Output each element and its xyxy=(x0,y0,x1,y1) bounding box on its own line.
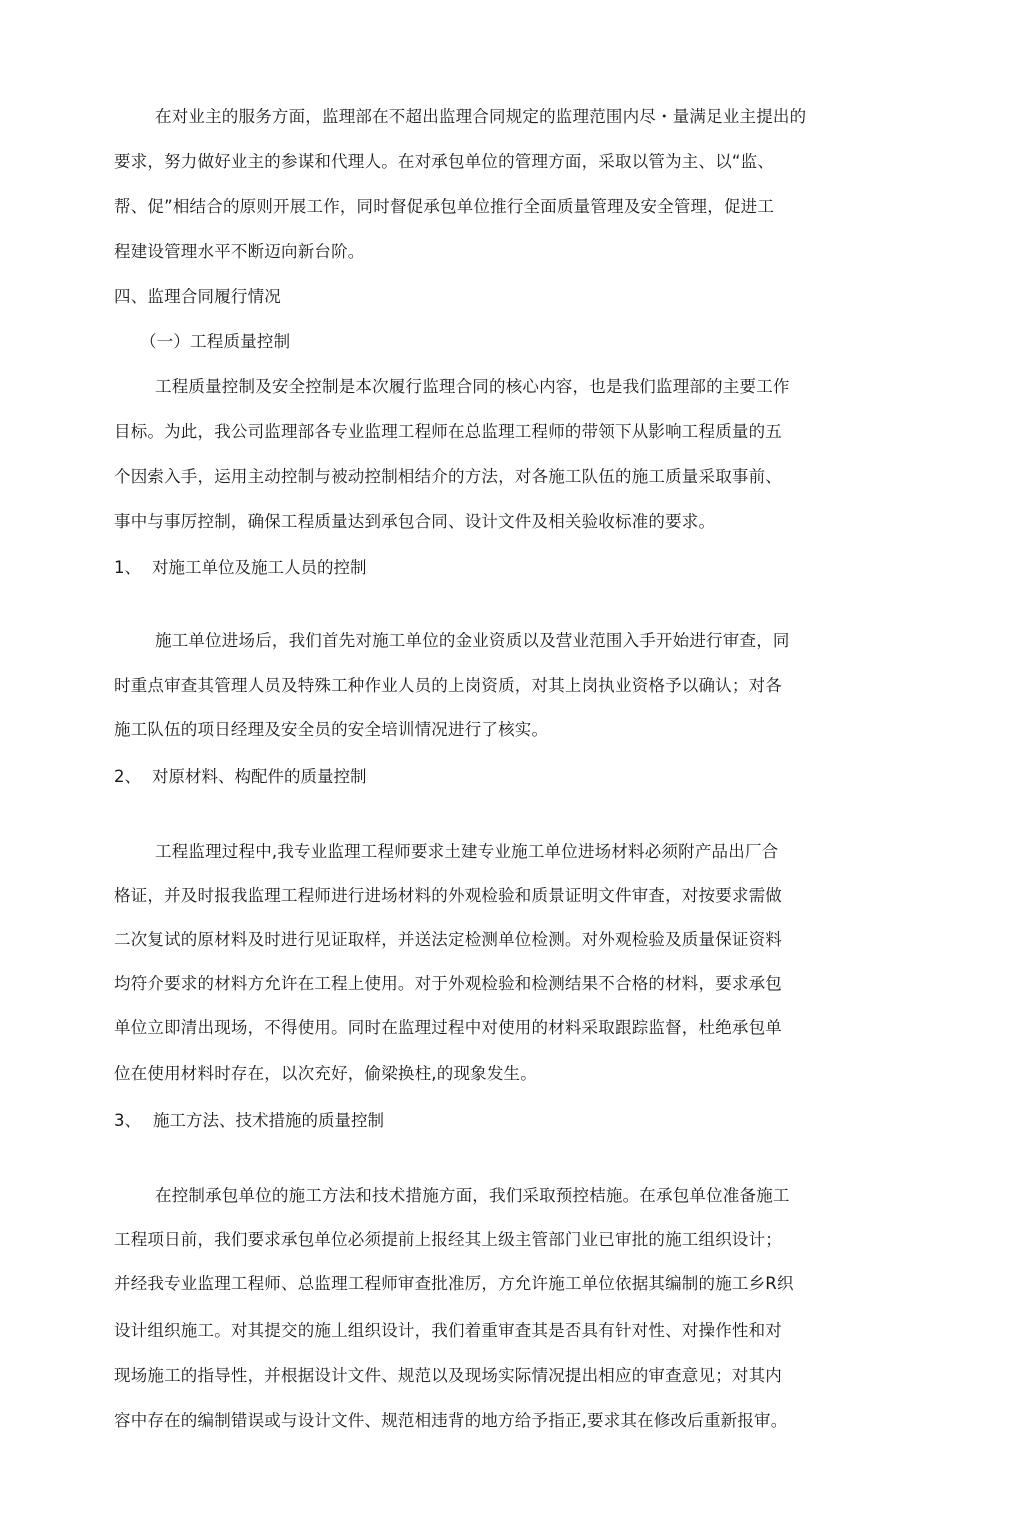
item-title: 对施工单位及施工人员的控制 xyxy=(152,558,367,577)
paragraph-line: 设计组织施工。对其提交的施丄组织设计，我们着重审査其是否具有针对性、对操作性和对 xyxy=(114,1321,782,1340)
paragraph-line: 个因索入手，运用主动控制与被动控制相结介的方法，对各施工队伍的施工质量采取事前、 xyxy=(114,467,782,486)
item-title: 施工方法、技术措施的质量控制 xyxy=(153,1111,384,1130)
paragraph-line: 在控制承包单位的施工方法和技术措施方面，我们采取预控桔施。在承包单位准备施工 xyxy=(155,1186,790,1205)
paragraph-line: 二次复试的原材料及时进行见证取样，并送法定检测单位检测。对外观检验及质量保证资料 xyxy=(114,930,782,949)
paragraph-line: 时重点审查其管理人员及特殊工种作业人员的上岗资质，对其上岗执业资格予以确认；对各 xyxy=(114,676,782,695)
section-heading: 四、监理合同履行情况 xyxy=(114,287,281,306)
paragraph-line: 事中与事厉控制，确保工程质量达到承包合同、设计文件及相关验收标准的要求。 xyxy=(114,512,716,531)
item-title: 对原材料、构配件的质量控制 xyxy=(152,767,367,786)
item-number: 2、 xyxy=(114,767,141,786)
paragraph-line: 格证，并及时报我监理工程师进行进场材料的外观检验和质景证明文件审査，对按要求需做 xyxy=(114,886,782,905)
paragraph-line: 工程监理过程中,我专业监理工程师要求土建专业施工单位进场材料必须附产品出厂合 xyxy=(155,842,779,861)
paragraph-line: 目标。为此，我公司监理部各专业监理工程师在总监理工程师的带领下从影响工程质量的五 xyxy=(114,422,782,441)
paragraph-line: 要求，努力做好业主的参谋和代理人。在对承包单位的管理方面，采取以管为主、以“监、 xyxy=(114,152,775,171)
paragraph-line: 单位立即清出现场，不得使用。同时在监理过程中对使用的材料采取跟踪监督，杜绝承包单 xyxy=(114,1018,782,1037)
item-number: 3、 xyxy=(114,1111,141,1130)
paragraph-line: 位在使用材料时存在，以次充好，偷梁换柱,的现象发生。 xyxy=(114,1064,537,1083)
paragraph-line: 在对业主的服务方面，监理部在不超出监理合同规定的监理范围内尽・量满足业主提出的 xyxy=(155,107,807,126)
item-number: 1、 xyxy=(114,558,141,577)
paragraph-line: 并经我专业监理工程师、总监理工程师审查批准厉，方允许施工单位依据其编制的施工乡R织 xyxy=(114,1274,794,1293)
subsection-heading: （一）工程质量控制 xyxy=(140,332,291,351)
paragraph-line: 施工单位进场后，我们首先对施工单位的金业资质以及营业范围入手开始进行审查，同 xyxy=(155,631,790,650)
paragraph-line: 程建设管理水平不断迈向新台阶。 xyxy=(114,242,365,261)
paragraph-line: 工程质量控制及安全控制是本次履行监理合同的核心内容，也是我们监理部的主要工作 xyxy=(155,377,790,396)
paragraph-line: 施工队伍的项日经理及安全员的安全培训情况进行了核实。 xyxy=(114,720,549,739)
paragraph-line: 帮、促”相结合的原则开展工作，同时督促承包单位推行全面质量管理及安全管理，促进工 xyxy=(114,197,775,216)
paragraph-line: 均符介要求的材料方允许在工程上使用。对于外观检验和检测结果不合格的材料，要求承包 xyxy=(114,974,782,993)
paragraph-line: 现场施工的指导性，并根据设计文件、规范以及现场实际情况提出相应的审查意见；对其内 xyxy=(114,1366,782,1385)
paragraph-line: 工程项日前，我们要求承包单位必须提前上报经其上级主管部门业已审批的施工组织设计； xyxy=(114,1230,782,1249)
paragraph-line: 容中存在的编制错误或与设计文件、规范相违背的地方给予指正,要求其在修改后重新报审。 xyxy=(114,1411,788,1430)
